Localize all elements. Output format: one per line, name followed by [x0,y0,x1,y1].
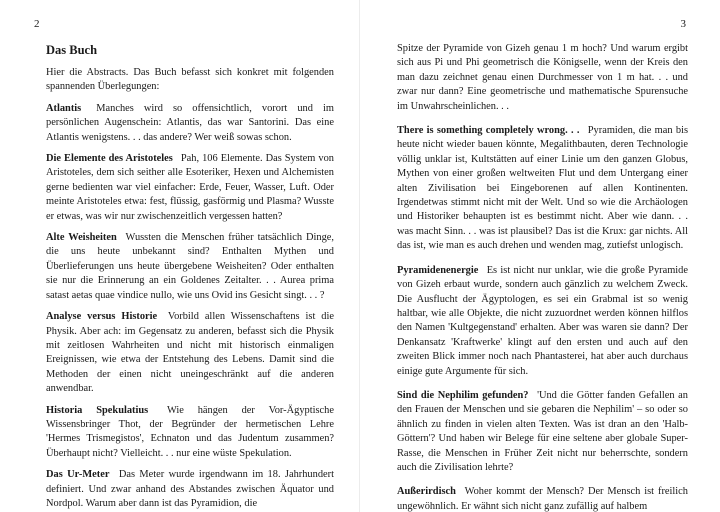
intro-paragraph: Hier die Abstracts. Das Buch befasst sich konkret mit folgenden spannenden Überlegungen: [46,67,334,93]
entry-heading: Analyse versus Historie [46,311,158,323]
entry-text: Wussten die Menschen früher tatsächlich Dinge, die uns heute unbekannt sind? Enthalten Mythen und Überlieferungen uns heute übergebene Weisheiten? Oder enthalten sie nur die Erinnerung an ein Goldenes Zeitalter. . . Aurea prima satast aetas quae vindice nullo, wie uns Ovid ins Gesicht singt. . . ? [46,232,334,301]
chapter-title: Das Buch [46,43,98,57]
entry-heading: Sind die Nephilim gefunden? [397,389,529,401]
abstract-entry-pyramidenenergie [397,264,688,379]
entry-heading: Alte Weisheiten [46,232,117,244]
right-page [360,0,720,512]
entry-heading: Das Ur-Meter [46,469,110,481]
abstract-entry-historia [46,404,334,462]
abstract-entry-ur-meter [46,468,334,511]
page-number: 2 [34,18,40,30]
abstract-entry-analyse [46,310,334,396]
entry-text: Es ist nicht nur unklar, wie die große Pyramide von Gizeh erbaut wurde, sondern auch gänzlich zu welchem Zweck. Die Ausflucht der Ägyptologen, es sei ein Grabmal ist so wenig haltbar, wie alle Objekte, die nicht zuzuordnet werden können hilflos den Namen 'Kultgegenstand' erhalten. Aber was waren sie dann? Der Denkansatz 'Kraftwerke' klingt auf den ersten und auch auf den zweiten Blick immer noch nach Phantasterei, hat aber auch durchaus einige gute Argumente für sich. [397,264,688,377]
abstract-entry-elemente [46,152,334,224]
entry-heading: Außerirdisch [397,486,456,498]
entry-heading: Historia Spekulatius [46,404,149,416]
entry-text: 'Und die Götter fanden Gefallen an den Frauen der Menschen und sie gebaren die Nephilim' – so oder so ähnlich zu finden in vielen alten Texten. Was ist dran an den 'Halb-Göttern'? Und haben wir Belege für eine seltene aber globale Super-Rasse, die Menschen in Früher Zeit nicht nur beherrschte, sondern auch die Zivilisation lehrte? [397,389,688,473]
abstract-entry-ausserirdisch [397,485,688,512]
entry-heading: There is something completely wrong. . . [397,125,580,137]
abstract-entry-atlantis [46,102,334,145]
right-text-column [397,42,688,512]
entry-text: Vorbild allen Wissenschaftens ist die Physik. Aber ach: im Gegensatz zu anderen, befasst sich die Physik mit zeitlosen Wahrheiten und nicht mit historisch einmaligen Ereignissen, wie etwa der Entstehung des Lebens. Damit sind die Methoden der einen nicht uneingeschränkt auf die anderen anwendbar. [46,311,334,395]
entry-text: Wie hängen der Vor-Ägyptische Wissensbringer Thot, der Begründer der hermetischen Lehre 'Hermes Trismegistos', Echnaton und das Judentum zusammen? Überhaupt nicht? Vielleicht. . . nur eine wüste Spekulation. [46,404,334,459]
continuation-paragraph: Spitze der Pyramide von Gizeh genau 1 m hoch? Und warum ergibt sich aus Pi und Phi geometrisch die Königselle, wenn der Kreis den man dazu zeichnet genau einen Durchmesser von 1 m hat. . . und zwar nur dann? Eine geometrische und mathematische Spurensuche im Unwahrscheinlichen. . . [397,43,688,112]
left-text-column [46,43,334,512]
abstract-entry-something-wrong [397,124,688,254]
entry-text: Das Meter wurde irgendwann im 18. Jahrhundert definiert. Und zwar anhand des Abstandes zwischen Äquator und Nordpol. Warum aber dann ist das Pyramidion, die [46,469,334,509]
entry-heading: Atlantis [46,102,82,114]
abstract-entry-nephilim [397,389,688,475]
entry-text: Manches wird so offensichtlich, vorort und im persönlichen Augenschein: Atlantis, das war Santorini. Das eine Atlantis wenigstens. . . das andere? Wer weiß sowas schon. [46,102,334,143]
entry-heading: Die Elemente des Aristoteles [46,153,173,165]
entry-heading: Pyramidenenergie [397,264,479,276]
entry-text: Pyramiden, die man bis heute nicht wieder bauen könnte, Megalithbauten, deren Technologie völlig unklar ist, Kultstätten auf einer Linie um den ganzen Globus, Mythen von einer großen weltweiten Flut und dem Untergang einer alten Zivilisation bei Eingeborenen auf allen Kontinenten. Irgendetwas stimmt nicht mit der Welt. Und so wie die Archäologen und Historiker behaupten ist es bestimmt nicht. Aber wie dann. . . was macht Sinn. . . was ist plausibel? Das ist die Krux: gar nichts. All das ist, wie man es auch drehen und wenden mag, zutiefst unlogisch. [397,125,688,252]
entry-text: Woher kommt der Mensch? Der Mensch ist freilich ungewöhnlich. Er wähnt sich nicht ganz zufällig auf halbem [397,486,688,512]
abstract-entry-weisheiten [46,231,334,303]
page-number: 3 [680,18,686,30]
entry-text: Pah, 106 Elemente. Das System von Aristoteles, dem sich seither alle Esoteriker, Hexen und Alchemisten gerne bedienten war viel einfacher: Erde, Feuer, Wasser, Luft. Oder meinte Aristoteles etwa: fest, flüssig, gasförmig und Plasma? Wusste er etwas, was wir nur zwischenzeitlich vergessen hatten? [46,153,334,222]
